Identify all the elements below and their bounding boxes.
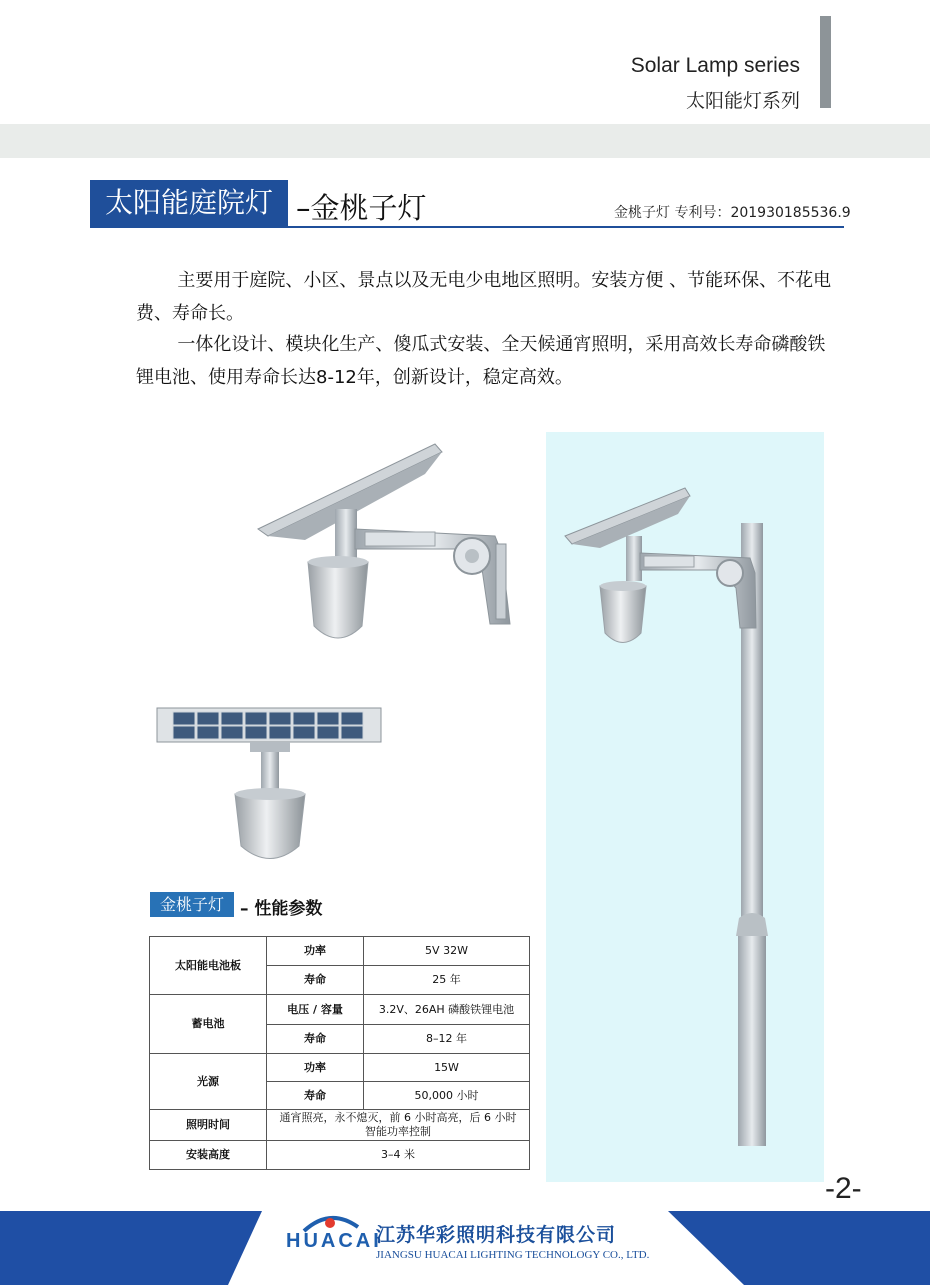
series-title-en: Solar Lamp series xyxy=(630,54,800,77)
spec-value: 25 年 xyxy=(364,966,530,995)
spec-key: 寿命 xyxy=(267,1025,364,1054)
title-underline xyxy=(90,226,844,228)
spec-group-install-height: 安装高度 xyxy=(150,1141,267,1170)
pole-installation-image xyxy=(560,488,800,1153)
spec-key: 寿命 xyxy=(267,966,364,995)
description-paragraph-1: 主要用于庭院、小区、景点以及无电少电地区照明。安装方便 、节能环保、不花电费、寿命长。 xyxy=(136,270,832,324)
spec-key: 电压 / 容量 xyxy=(267,995,364,1025)
spec-key: 寿命 xyxy=(267,1082,364,1110)
spec-key: 功率 xyxy=(267,937,364,966)
spec-group-light-source: 光源 xyxy=(150,1054,267,1110)
spec-value: 3.2V、26AH 磷酸铁锂电池 xyxy=(364,995,530,1025)
spec-value-lighting-time xyxy=(267,1110,530,1141)
spec-value-install-height: 3–4 米 xyxy=(267,1141,530,1170)
spec-group-lighting-time: 照明时间 xyxy=(150,1110,267,1141)
patent-number: 金桃子灯 专利号：201930185536.9 xyxy=(614,205,851,221)
table-row xyxy=(150,995,530,1025)
wall-mount-lamp-image xyxy=(250,444,525,654)
company-name-en: JIANGSU HUACAI LIGHTING TECHNOLOGY CO., LTD. xyxy=(376,1249,650,1261)
company-name-cn: 江苏华彩照明科技有限公司 xyxy=(376,1224,617,1246)
spec-value: 8–12 年 xyxy=(364,1025,530,1054)
series-title-cn: 太阳能灯系列 xyxy=(685,90,800,112)
spec-product-label: 金桃子灯 xyxy=(150,892,234,917)
spec-value: 50,000 小时 xyxy=(364,1082,530,1110)
lighting-time-line-2: 智能功率控制 xyxy=(365,1125,431,1138)
front-view-lamp-image xyxy=(155,706,385,866)
spec-group-battery: 蓄电池 xyxy=(150,995,267,1054)
company-logo: HUACAI xyxy=(286,1230,382,1252)
page-number: -2- xyxy=(825,1172,862,1205)
series-accent-bar xyxy=(820,16,831,108)
spec-value: 5V 32W xyxy=(364,937,530,966)
product-name-title: –金桃子灯 xyxy=(296,191,427,225)
table-row xyxy=(150,1054,530,1082)
product-category-title: 太阳能庭院灯 xyxy=(90,180,288,226)
description-paragraph-2: 一体化设计、模块化生产、傻瓜式安装、全天候通宵照明，采用高效长寿命磷酸铁锂电池、使用寿命长达8-12年，创新设计，稳定高效。 xyxy=(136,334,826,388)
spec-section-title: – 性能参数 xyxy=(240,899,323,919)
spec-group-solar-panel: 太阳能电池板 xyxy=(150,937,267,995)
performance-spec-table xyxy=(149,936,530,1170)
lighting-time-line-1: 通宵照亮，永不熄灭，前 6 小时高亮，后 6 小时 xyxy=(279,1111,517,1124)
table-row xyxy=(150,1141,530,1170)
header-band xyxy=(0,124,930,158)
table-row xyxy=(150,937,530,966)
spec-key: 功率 xyxy=(267,1054,364,1082)
spec-value: 15W xyxy=(364,1054,530,1082)
table-row xyxy=(150,1110,530,1141)
